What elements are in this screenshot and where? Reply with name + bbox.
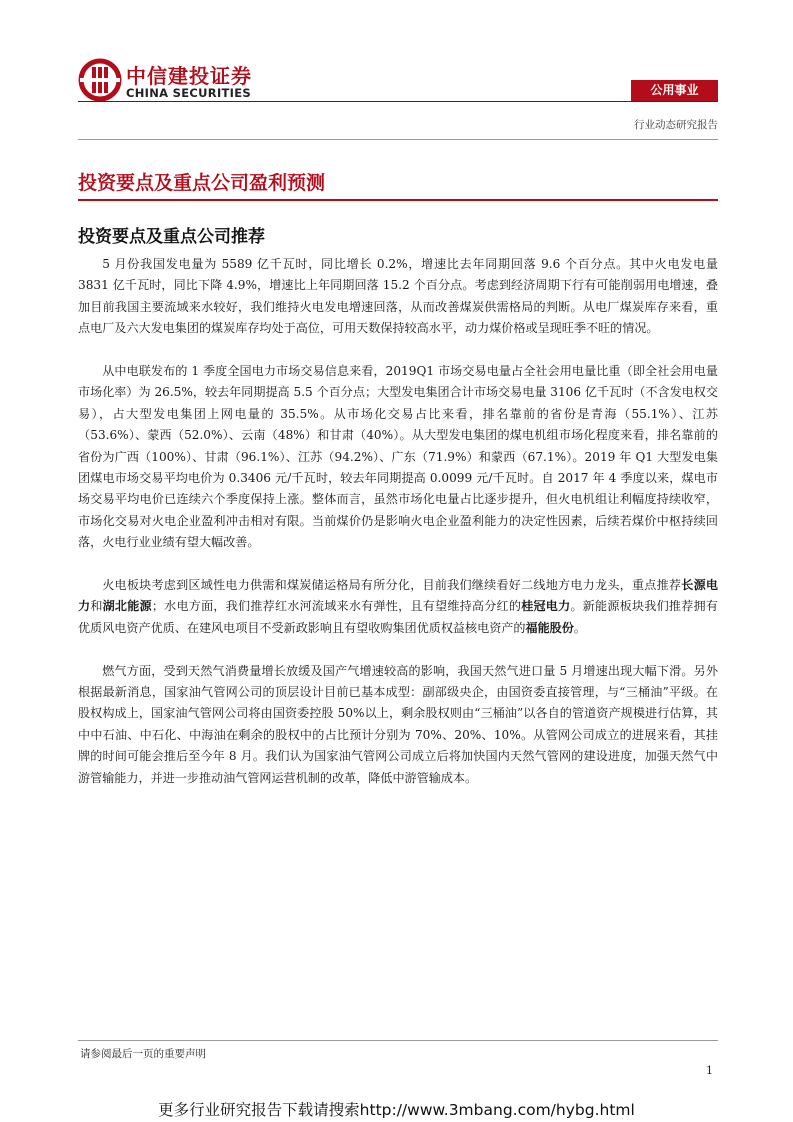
recommendation-text: 火电板块考虑到区域性电力供需和煤炭储运格局有所分化，目前我们继续看好二线地方电力龙头，重点推荐: [102, 578, 682, 593]
china-securities-logo-icon: [78, 58, 122, 102]
paragraph-power-generation: 5 月份我国发电量为 5589 亿千瓦时，同比增长 0.2%，增速比去年同期回落 9.6 个百分点。其中火电发电量 3831 亿千瓦时，同比下降 4.9%，增速比上年同期回落 15.2 个百分点。考虑到经济周期下行有可能削弱用电增速，叠加目前我国主要流域来水较好，我们维持火电发电增速回落，从而改善煤炭供需格局的判断。从电厂煤炭库存来看，重点电厂及六大发电集团的煤炭库存均处于高位，可用天数保持较高水平，动力煤价格或呈现旺季不旺的情况。: [78, 257, 718, 336]
footer-divider: [78, 1040, 718, 1041]
recommendation-text: ；水电方面，我们推荐红水河流域来水有弹性，且有望维持高分红的: [151, 599, 522, 614]
section-title: 投资要点及重点公司推荐: [78, 227, 265, 247]
logo-chinese-name: 中信建投证券: [126, 64, 252, 88]
sector-tab: 公用事业: [631, 80, 718, 101]
page-title: 投资要点及重点公司盈利预测: [78, 172, 326, 194]
paragraph-natural-gas: 燃气方面，受到天然气消费量增长放缓及国产气增速较高的影响，我国天然气进口量 5 月增速出现大幅下滑。另外根据最新消息，国家油气管网公司的顶层设计目前已基本成型：副部级央企，由国资委直接管理，与“三桶油”平级。在股权构成上，国家油气管网公司将由国资委控股 50%以上，剩余股权则由“三桶油”以各自的管道资产规模进行估算，其中中石油、中石化、中海油在剩余的股权中的占比预计分别为 70%、20%、10%。从管网公司成立的进展来看，其挂牌的时间可能会推后至今年 8 月。我们认为国家油气管网公司成立后将加快国内天然气管网的建设进度，加强天然气中游管输能力，并进一步推动油气管网运营机制的改革，降低中游管输成本。: [78, 663, 718, 785]
title-divider: [78, 199, 718, 201]
recommendation-text: 。新能源板块我们推荐拥有优质风电资产优质、在建风电项目不受新政影响且有望收购集团优质权益核电资产的: [78, 599, 718, 635]
subheader-divider: [78, 139, 718, 140]
header-divider: [78, 101, 718, 102]
paragraph-market-trading: 从中电联发布的 1 季度全国电力市场交易信息来看，2019Q1 市场交易电量占全社会用电量比重（即全社会用电量市场化率）为 26.5%，较去年同期提高 5.5 个百分点；大型发电集团合计市场交易电量 3106 亿千瓦时（不含发电权交易），占大型发电集团上网电量的 35.5%。从市场化交易占比来看，排名靠前的省份是青海（55.1%）、江苏（53.6%）、蒙西（52.0%）、云南（48%）和甘肃（40%）。从大型发电集团的煤电机组市场化程度来看，排名靠前的省份为广西（100%）、甘肃（96.1%）、江苏（94.2%）、广东（71.9%）和蒙西（67.1%）。2019 年 Q1 大型发电集团煤电市场交易平均电价为 0.3406 元/千瓦时，较去年同期提高 0.0099 元/千瓦时。自 2017 年 4 季度以来，煤电市场交易平均电价已连续六个季度保持上涨。整体而言，虽然市场化电量占比逐步提升，但火电机组让利幅度持续收窄，市场化交易对火电企业盈利冲击相对有限。当前煤价仍是影响火电企业盈利能力的决定性因素，后续若煤价中枢持续回落，火电行业业绩有望大幅改善。: [78, 364, 718, 550]
stock-name: 桂冠电力: [521, 599, 571, 614]
page-number: 1: [706, 1064, 713, 1077]
logo-english-name: CHINA SECURITIES: [126, 86, 251, 100]
recommendation-text: 和: [90, 599, 103, 614]
stock-name: 湖北能源: [102, 599, 152, 614]
download-watermark: 更多行业研究报告下载请搜索http://www.3mbang.com/hybg.html: [158, 1101, 635, 1119]
stock-name: 福能股份: [525, 620, 574, 635]
recommendation-text: 。: [573, 620, 586, 635]
paragraph-recommendations: [78, 575, 718, 639]
report-type-label: 行业动态研究报告: [634, 119, 718, 131]
stock-name: 长源电力: [78, 578, 718, 614]
report-body: [78, 254, 718, 811]
disclaimer-note: 请参阅最后一页的重要声明: [80, 1048, 206, 1060]
